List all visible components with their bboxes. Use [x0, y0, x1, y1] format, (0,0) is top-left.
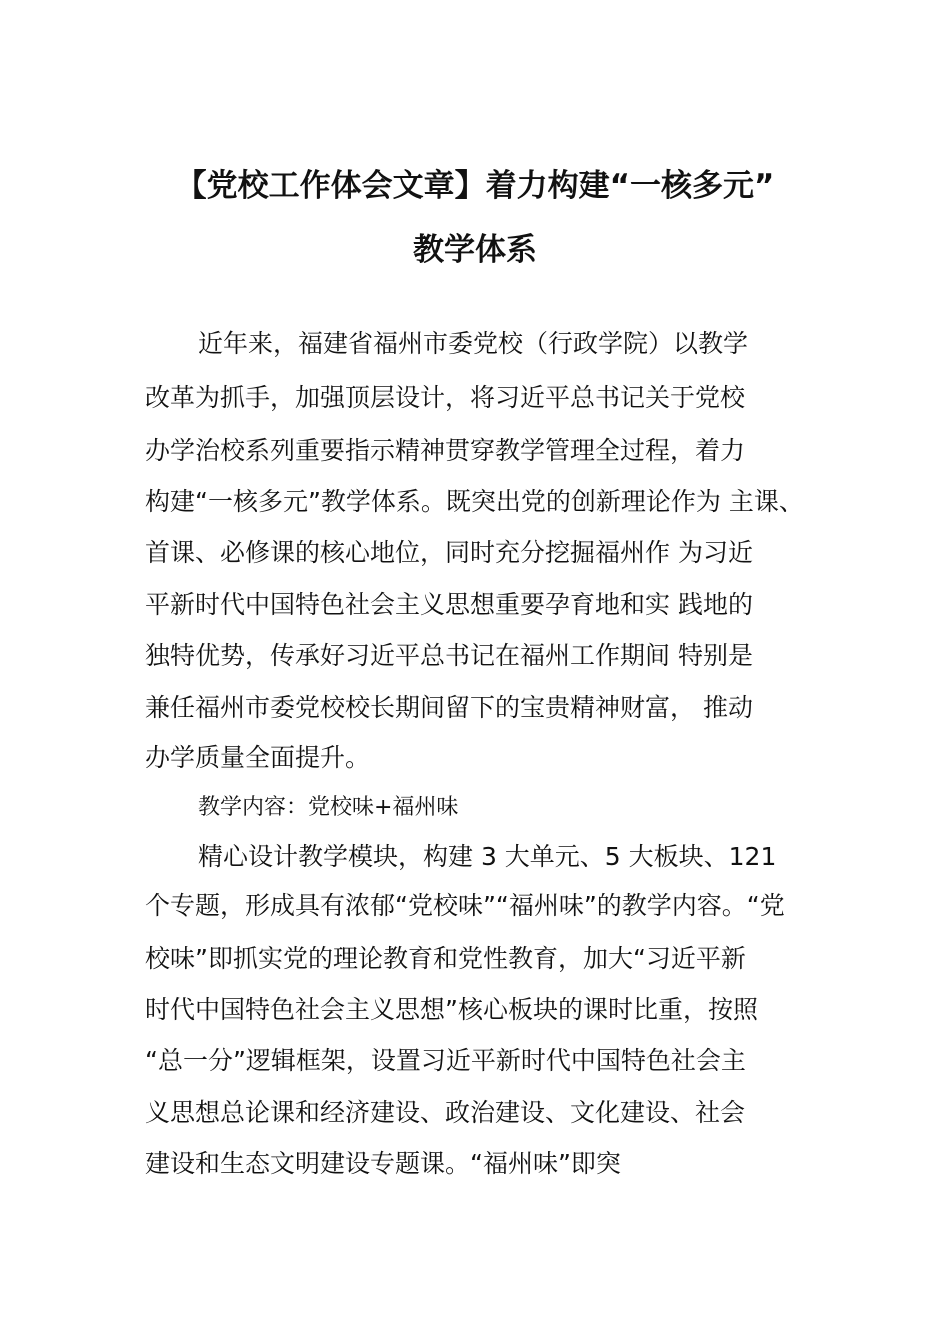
paragraph-1-line-9: 办学质量全面提升。	[145, 743, 371, 772]
paragraph-2-line-1: 精心设计教学模块，构建 3 大单元、5 大板块、121	[198, 842, 777, 871]
paragraph-1-line-4: 构建“一核多元”教学体系。既突出党的创新理论作为 主课、	[145, 487, 804, 516]
paragraph-2-line-7: 建设和生态文明建设专题课。“福州味”即突	[145, 1149, 621, 1178]
paragraph-1-line-7: 独特优势，传承好习近平总书记在福州工作期间 特别是	[145, 641, 753, 670]
paragraph-1-line-8: 兼任福州市委党校校长期间留下的宝贵精神财富， 推动	[145, 693, 753, 722]
paragraph-2-line-6: 义思想总论课和经济建设、政治建设、文化建设、社会	[145, 1098, 746, 1127]
paragraph-1-line-5: 首课、必修课的核心地位，同时充分挖掘福州作 为习近	[145, 538, 753, 567]
paragraph-2-line-3: 校味”即抓实党的理论教育和党性教育，加大“习近平新	[145, 944, 746, 973]
document-title-line-1: 【党校工作体会文章】着力构建“一核多元”	[175, 168, 775, 204]
paragraph-1-line-1: 近年来，福建省福州市委党校（行政学院）以教学	[198, 329, 749, 358]
paragraph-2-line-4: 时代中国特色社会主义思想”核心板块的课时比重，按照	[145, 995, 758, 1024]
paragraph-2-line-5: “总一分”逻辑框架，设置习近平新时代中国特色社会主	[145, 1046, 746, 1075]
paragraph-2-line-2: 个专题，形成具有浓郁“党校味”“福州味”的教学内容。“党	[145, 891, 785, 920]
paragraph-1-line-6: 平新时代中国特色社会主义思想重要孕育地和实 践地的	[145, 590, 753, 619]
paragraph-1-line-2: 改革为抓手，加强顶层设计，将习近平总书记关于党校	[145, 383, 746, 412]
section-heading: 教学内容：党校味+福州味	[198, 795, 459, 820]
paragraph-1-line-3: 办学治校系列重要指示精神贯穿教学管理全过程，着力	[145, 436, 746, 465]
document-title-line-2: 教学体系	[413, 232, 537, 268]
